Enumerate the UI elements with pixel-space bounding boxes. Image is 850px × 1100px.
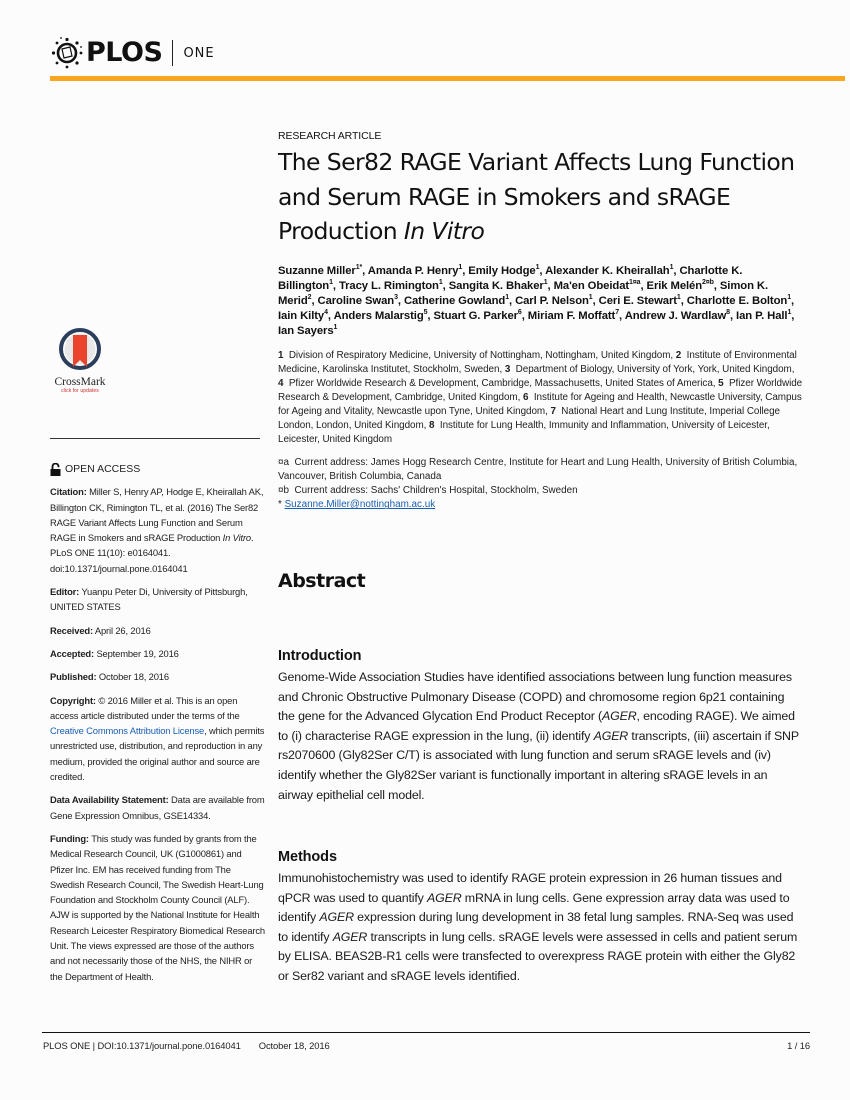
article-title [278, 145, 803, 249]
author-name[interactable]: Erik Melén [646, 279, 703, 292]
note-text: Current address: Sachs' Children's Hospital, Stockholm, Sweden [294, 485, 578, 497]
note-current-address-a [278, 456, 803, 484]
author-affiliation-mark: 1 [438, 278, 443, 286]
gene-name: AGER [319, 910, 354, 925]
footer-journal-doi: PLOS ONE | DOI:10.1371/journal.pone.0164041 [43, 1040, 241, 1051]
citation-text: Miller S, Henry AP, Hodge E, Kheirallah AK, Billington CK, Rimington TL, et al. (2016) The Ser82 RAGE Variant Affects Lung Function and Serum RAGE in Smokers and sRAGE Production [50, 486, 264, 544]
editor-text: Yuanpu Peter Di, University of Pittsburgh, UNITED STATES [50, 586, 248, 613]
affiliation-text: Pfizer Worldwide Research & Development, Cambridge, United Kingdom, [278, 377, 803, 403]
text-run: Genome-Wide Association Studies have identified associations between lung function measures and Chronic Obstructive Pulmonary Disease (COPD) and chromosome region 6p21 containing the gene for the Advanced Glycation End Product Receptor ( [278, 670, 792, 724]
affiliation-number: 6 [523, 391, 529, 403]
author-affiliation-mark: 1 [676, 293, 681, 301]
gene-name: AGER [593, 728, 629, 743]
citation-text-after: . PLoS ONE 11(10): e0164041. doi:10.1371/journal.pone.0164041 [50, 532, 254, 574]
abstract-introduction [278, 648, 803, 805]
article-type: RESEARCH ARTICLE [278, 130, 382, 142]
page-footer [43, 1040, 810, 1051]
author-name[interactable]: Amanda P. Henry [367, 264, 459, 277]
received-text: April 26, 2016 [94, 624, 151, 636]
author-affiliation-mark: 1* [355, 263, 363, 271]
note-mark: * [278, 499, 282, 511]
article-front-matter [278, 130, 803, 513]
author-affiliation-mark: 1 [787, 293, 791, 301]
funding-text: This study was funded by grants from the Medical Research Council, UK (G1000861) and Pfizer Inc. EM has received funding from The Swedish Research Council, The Swedish Heart-Lung Foundation and Stockholm County Council (ALF). AJW is supported by the National Institute for Health Research Leicester Respiratory Biomedical Research Unit. The views expressed are those of the authors and not necessarily those of the NHS, the NIHR or the Department of Health. [50, 832, 265, 982]
affiliations [278, 349, 803, 448]
affiliation-number: 5 [718, 377, 724, 389]
publisher-name: PLOS [86, 37, 163, 68]
plos-one-logo[interactable] [50, 36, 215, 70]
data-availability [50, 792, 265, 823]
author-name[interactable]: Catherine Gowland [403, 294, 506, 307]
open-access-badge [50, 462, 265, 477]
affiliation-number: 4 [278, 377, 284, 389]
methods-text [278, 869, 803, 987]
affiliation-number: 2 [675, 349, 682, 361]
author-name[interactable]: Miriam F. Moffatt [527, 309, 616, 322]
copyright-text: © 2016 Miller et al. This is an open access article distributed under the terms of the [50, 694, 240, 721]
logo-divider [172, 40, 173, 66]
author-name[interactable]: Charlotte K. Billington [278, 264, 743, 292]
author-affiliation-mark: 1 [329, 278, 333, 286]
author-name[interactable]: Caroline Swan [317, 294, 395, 307]
text-run: expression during lung development in 38 fetal lung samples. RNA-Seq was used to identify [278, 910, 794, 944]
accepted-text: September 19, 2016 [96, 647, 179, 659]
footer-divider [42, 1032, 810, 1033]
author-affiliation-mark: 1 [535, 263, 540, 271]
header-accent-rule [50, 76, 845, 81]
footer-date: October 18, 2016 [258, 1040, 330, 1051]
page-number: 1 / 16 [787, 1040, 810, 1051]
author-name[interactable]: Suzanne Miller [278, 264, 356, 277]
author-name[interactable]: Anders Malarstig [333, 309, 424, 322]
text-run: Immunohistochemistry was used to identify RAGE protein expression in 26 human tissues and qPCR was used to quantify [278, 871, 782, 905]
author-name[interactable]: Tracy L. Rimington [338, 279, 439, 292]
author-affiliation-mark: 1 [333, 323, 338, 331]
copyright-text-after: , which permits unrestricted use, distribution, and reproduction in any medium, provided the original author and source are credited. [50, 725, 265, 783]
crossmark-label: CrossMark [54, 376, 106, 388]
author-affiliation-mark: 1 [669, 263, 674, 271]
author-affiliation-mark: 1 [458, 263, 463, 271]
affiliation-number: 3 [504, 363, 511, 375]
corresponding-email-link[interactable]: Suzanne.Miller@nottingham.ac.uk [284, 499, 436, 511]
affiliation-text: National Heart and Lung Institute, Imperial College London, London, United Kingdom, [278, 405, 780, 431]
crossmark-badge[interactable] [50, 327, 110, 394]
editor [50, 584, 265, 615]
text-run: transcripts, (iii) ascertain if SNP rs2070600 (Gly82Ser C/T) is associated with lung function and serum sRAGE levels and (iv) identify whether the Gly82Ser variant is functionally important in altering sRAGE levels in an airway epithelial cell model. [278, 728, 799, 802]
author-affiliation-mark: 1¤a [629, 278, 641, 286]
methods-heading: Methods [278, 849, 337, 865]
author-name[interactable]: Simon K. Merid [278, 279, 769, 307]
journal-header [50, 36, 845, 76]
corresponding-author [278, 498, 803, 512]
affiliation-text: Institute for Ageing and Health, Newcastle University, Campus for Ageing and Vitality, Newcastle upon Tyne, United Kingdom, [278, 391, 802, 417]
sidebar-divider [50, 438, 260, 439]
note-mark: ¤a [278, 457, 289, 469]
author-affiliation-mark: 8 [726, 308, 730, 316]
author-name[interactable]: Andrew J. Wardlaw [624, 309, 727, 322]
gene-name: AGER [601, 709, 637, 724]
author-affiliation-mark: 6 [517, 308, 522, 316]
note-current-address-b [278, 484, 803, 498]
author-affiliation-mark: 5 [423, 308, 428, 316]
author-name[interactable]: Ian P. Hall [736, 309, 788, 322]
affiliation-text: Division of Respiratory Medicine, University of Nottingham, Nottingham, United Kingdom, [283, 349, 676, 361]
author-affiliation-mark: 2¤b [702, 278, 714, 286]
author-affiliation-mark: 3 [394, 293, 398, 301]
affiliation-number: 7 [550, 405, 556, 417]
author-name[interactable]: Ceri E. Stewart [598, 294, 677, 307]
author-name[interactable]: Carl P. Nelson [515, 294, 589, 307]
funding [50, 831, 265, 984]
abstract-heading: Abstract [278, 570, 366, 592]
title-italic: In Vitro [403, 217, 485, 245]
abstract-methods [278, 849, 803, 987]
author-name[interactable]: Stuart G. Parker [433, 309, 518, 322]
affiliation-number: 8 [429, 419, 435, 431]
published-text: October 18, 2016 [98, 671, 169, 683]
author-name[interactable]: Sangita K. Bhaker [448, 279, 544, 292]
introduction-text [278, 668, 803, 805]
author-name[interactable]: Iain Kilty [278, 309, 325, 322]
affiliation-text: Institute of Environmental Medicine, Karolinska Institutet, Stockholm, Sweden, [278, 349, 797, 375]
text-run: transcripts in lung cells. sRAGE levels were assessed in cells and patient serum by ELISA. BEAS2B-R1 cells were transfected to overexpress RAGE protein with either the Gly82 or Ser82 variant and sRAGE levels identified. [278, 929, 798, 983]
author-affiliation-mark: 4 [324, 308, 328, 316]
author-affiliation-mark: 2 [307, 293, 312, 301]
accepted-date [50, 646, 265, 661]
author-affiliation-mark: 1 [588, 293, 593, 301]
author-affiliation-mark: 7 [615, 308, 620, 316]
note-mark: ¤b [278, 485, 289, 497]
author-name[interactable]: Ma'en Obeidat [553, 279, 630, 292]
data-availability-text: Data are available from Gene Expression Omnibus, GSE14334. [50, 794, 265, 821]
citation [50, 484, 265, 576]
affiliation-text: Institute for Lung Health, Immunity and Inflammation, University of Leicester, Leicester, United Kingdom [278, 419, 770, 446]
introduction-heading: Introduction [278, 648, 362, 664]
citation-label: Citation: [50, 486, 87, 498]
affiliation-text: Pfizer Worldwide Research & Development, Cambridge, Massachusetts, United States of America, [283, 377, 719, 389]
plos-globe-icon [50, 36, 84, 70]
article-info-sidebar [50, 462, 265, 992]
author-affiliation-mark: 1 [543, 278, 548, 286]
cc-license-link[interactable]: Creative Commons Attribution License [50, 725, 205, 737]
published-label: Published: [50, 671, 97, 683]
crossmark-sublabel: click for updates [61, 388, 99, 394]
author-name[interactable]: Ian Sayers [278, 324, 334, 337]
journal-name: ONE [183, 45, 215, 61]
text-run: , encoding RAGE). We aimed to (i) characterise RAGE expression in the lung, (ii) identify [278, 709, 795, 743]
crossmark-icon [58, 327, 102, 375]
text-run: mRNA in lung cells. Gene expression array data was used to identify [278, 890, 790, 925]
received-label: Received: [50, 624, 93, 636]
copyright [50, 693, 265, 785]
note-text: Current address: James Hogg Research Centre, Institute for Heart and Lung Health, University of British Columbia, Vancouver, British Columbia, Canada [278, 457, 798, 483]
citation-italic: In Vitro [222, 532, 251, 544]
affiliation-text: Department of Biology, University of York, York, United Kingdom, [510, 363, 795, 375]
published-date [50, 669, 265, 684]
author-name[interactable]: Emily Hodge [468, 264, 536, 277]
open-access-label: OPEN ACCESS [65, 463, 141, 475]
gene-name: AGER [332, 929, 368, 944]
funding-label: Funding: [50, 832, 89, 844]
gene-name: AGER [427, 890, 462, 905]
received-date [50, 623, 265, 638]
affiliation-number: 1 [278, 349, 284, 361]
author-notes [278, 456, 803, 512]
editor-label: Editor: [50, 586, 80, 598]
author-list: Suzanne Miller$^{1*}$, Amanda P. Henry$^1$, Emily Hodge$^1$, Alexander K. Kheirallah$^1$, Charlotte K. Billington$^1$, Tracy L. Rimington$^1$, Sangita K. Bhaker$^1$, Ma'en Obeidat$^{1¤a}$, Erik Melén$^{2¤b}$, Simon K. Merid$^2$, Caroline Swan$^3$, Catherine Gowland$^1$, Carl P. Nelson$^1$, Ceri E. Stewart$^1$, Charlotte E. Bolton$^1$, Iain Kilty$^4$, Anders Malarstig$^5$, Stuart G. Parker$^6$, Miriam F. Moffatt$^7$, Andrew J. Wardlaw$^8$, Ian P. Hall$^1$, Ian Sayers$^1$ [278, 263, 795, 337]
copyright-label: Copyright: [50, 694, 96, 706]
open-lock-icon [50, 463, 61, 476]
data-availability-label: Data Availability Statement: [50, 794, 169, 806]
title-text: The Ser82 RAGE Variant Affects Lung Function and Serum RAGE in Smokers and sRAGE Production [278, 148, 795, 245]
author-affiliation-mark: 1 [787, 308, 792, 316]
author-affiliation-mark: 1 [505, 293, 509, 301]
author-name[interactable]: Alexander K. Kheirallah [545, 264, 670, 277]
accepted-label: Accepted: [50, 647, 94, 659]
author-name[interactable]: Charlotte E. Bolton [686, 294, 788, 307]
